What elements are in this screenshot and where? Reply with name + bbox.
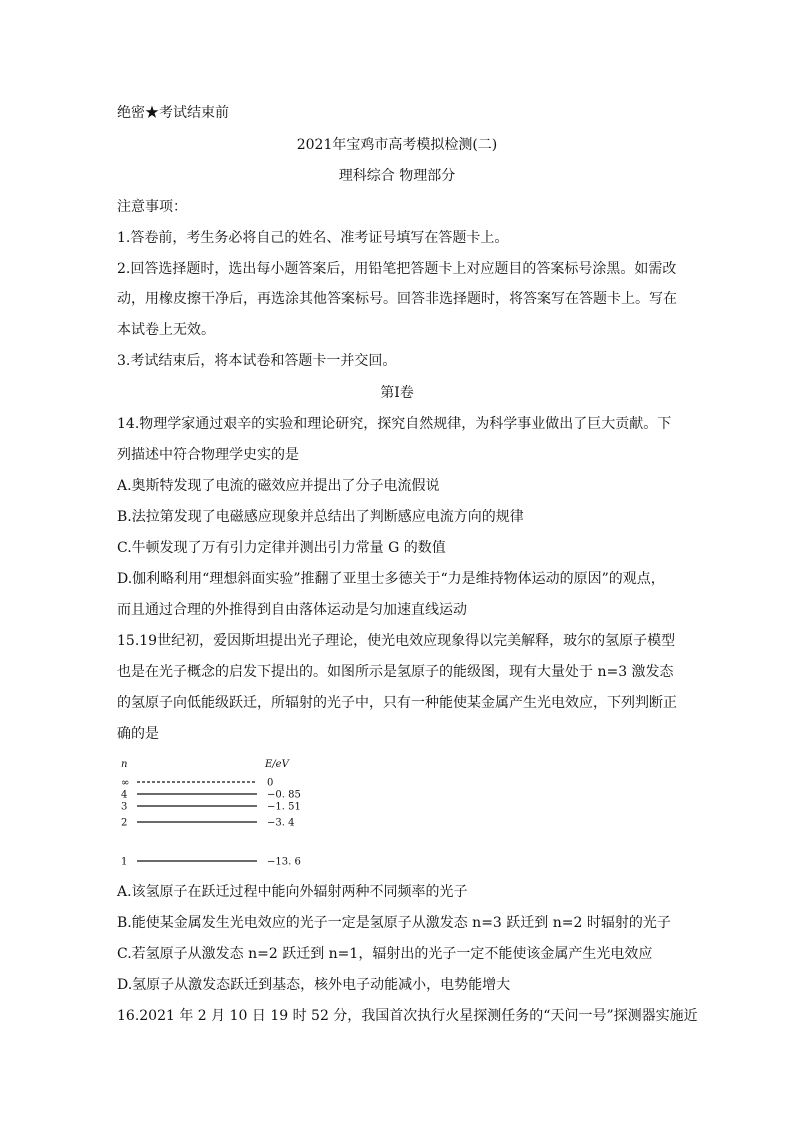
note-item-3: 3.考试结束后，将本试卷和答题卡一并交回。	[117, 353, 397, 369]
level-energy-label: −1. 51	[267, 801, 301, 813]
q15-stem-line-1: 15.19世纪初，爱因斯坦提出光子理论，使光电效应现象得以完美解释，玻尔的氢原子模型	[117, 633, 676, 649]
section-title: 第Ⅰ卷	[380, 385, 414, 401]
q14-stem-line-1: 14.物理学家通过艰辛的实验和理论研究，探究自然规律，为科学事业做出了巨大贡献。下	[117, 416, 672, 432]
q14-option-c: C.牛顿发现了万有引力定律并测出引力常量 G 的数值	[117, 540, 446, 556]
q15-stem-line-3: 的氢原子向低能级跃迁，所辐射的光子中，只有一种能使某金属产生光电效应，下列判断正	[117, 695, 677, 711]
level-energy-label: −0. 85	[267, 789, 301, 801]
note-item-1: 1.答卷前，考生务必将自己的姓名、准考证号填写在答题卡上。	[117, 230, 509, 246]
note-item-2-line-2: 动，用橡皮擦干净后，再选涂其他答案标号。回答非选择题时，将答案写在答题卡上。写在	[117, 291, 677, 307]
q15-option-c: C.若氢原子从激发态 n=2 跃迁到 n=1，辐射出的光子一定不能使该金属产生光电效应	[117, 946, 653, 962]
level-n-label: 4	[121, 789, 128, 801]
energy-levels	[121, 778, 301, 868]
q14-option-d-line-2: 而且通过合理的外推得到自由落体运动是匀加速直线运动	[117, 602, 467, 618]
q16-stem-line-1: 16.2021 年 2 月 10 日 19 时 52 分，我国首次执行火星探测任务的“天问一号”探测器实施近	[117, 1008, 698, 1024]
level-energy-label: −13. 6	[267, 856, 301, 868]
level-n-label: 1	[121, 856, 128, 868]
note-item-2-line-1: 2.回答选择题时，选出每小题答案后，用铅笔把答题卡上对应题目的答案标号涂黑。如需改	[117, 261, 677, 277]
q14-option-d-line-1: D.伽利略利用“理想斜面实验”推翻了亚里士多德关于“力是维持物体运动的原因”的观点，	[117, 571, 665, 587]
note-item-2-line-3: 本试卷上无效。	[117, 322, 215, 338]
q15-option-d: D.氢原子从激发态跃迁到基态，核外电子动能减小，电势能增大	[117, 977, 511, 993]
q14-option-b: B.法拉第发现了电磁感应现象并总结出了判断感应电流方向的规律	[117, 509, 524, 525]
subject-title: 理科综合 物理部分	[338, 168, 456, 184]
level-n-label: 2	[121, 817, 128, 829]
q14-option-a: A.奥斯特发现了电流的磁效应并提出了分子电流假说	[117, 478, 440, 494]
q15-stem-line-4: 确的是	[117, 726, 159, 742]
level-energy-label: −3. 4	[267, 817, 295, 829]
q15-option-a: A.该氢原子在跃迁过程中能向外辐射两种不同频率的光子	[117, 884, 468, 900]
q14-stem-line-2: 列描述中符合物理学史实的是	[117, 447, 299, 463]
level-n-label: ∞	[121, 777, 130, 789]
exam-title: 2021年宝鸡市高考模拟检测(二)	[296, 137, 498, 153]
q15-stem-line-2: 也是在光子概念的启发下提出的。如图所示是氢原子的能级图，现有大量处于 n=3 激发态	[117, 664, 674, 680]
notes-heading: 注意事项：	[117, 199, 187, 215]
secret-label: 绝密★考试结束前	[117, 105, 229, 121]
diagram-n-label: n	[121, 759, 128, 770]
q15-option-b: B.能使某金属发生光电效应的光子一定是氢原子从激发态 n=3 跃迁到 n=2 时辐射的光子	[117, 915, 671, 931]
level-n-label: 3	[121, 801, 128, 813]
level-energy-label: 0	[267, 777, 274, 789]
energy-level-diagram	[117, 756, 317, 868]
diagram-e-label: E/eV	[265, 759, 289, 770]
